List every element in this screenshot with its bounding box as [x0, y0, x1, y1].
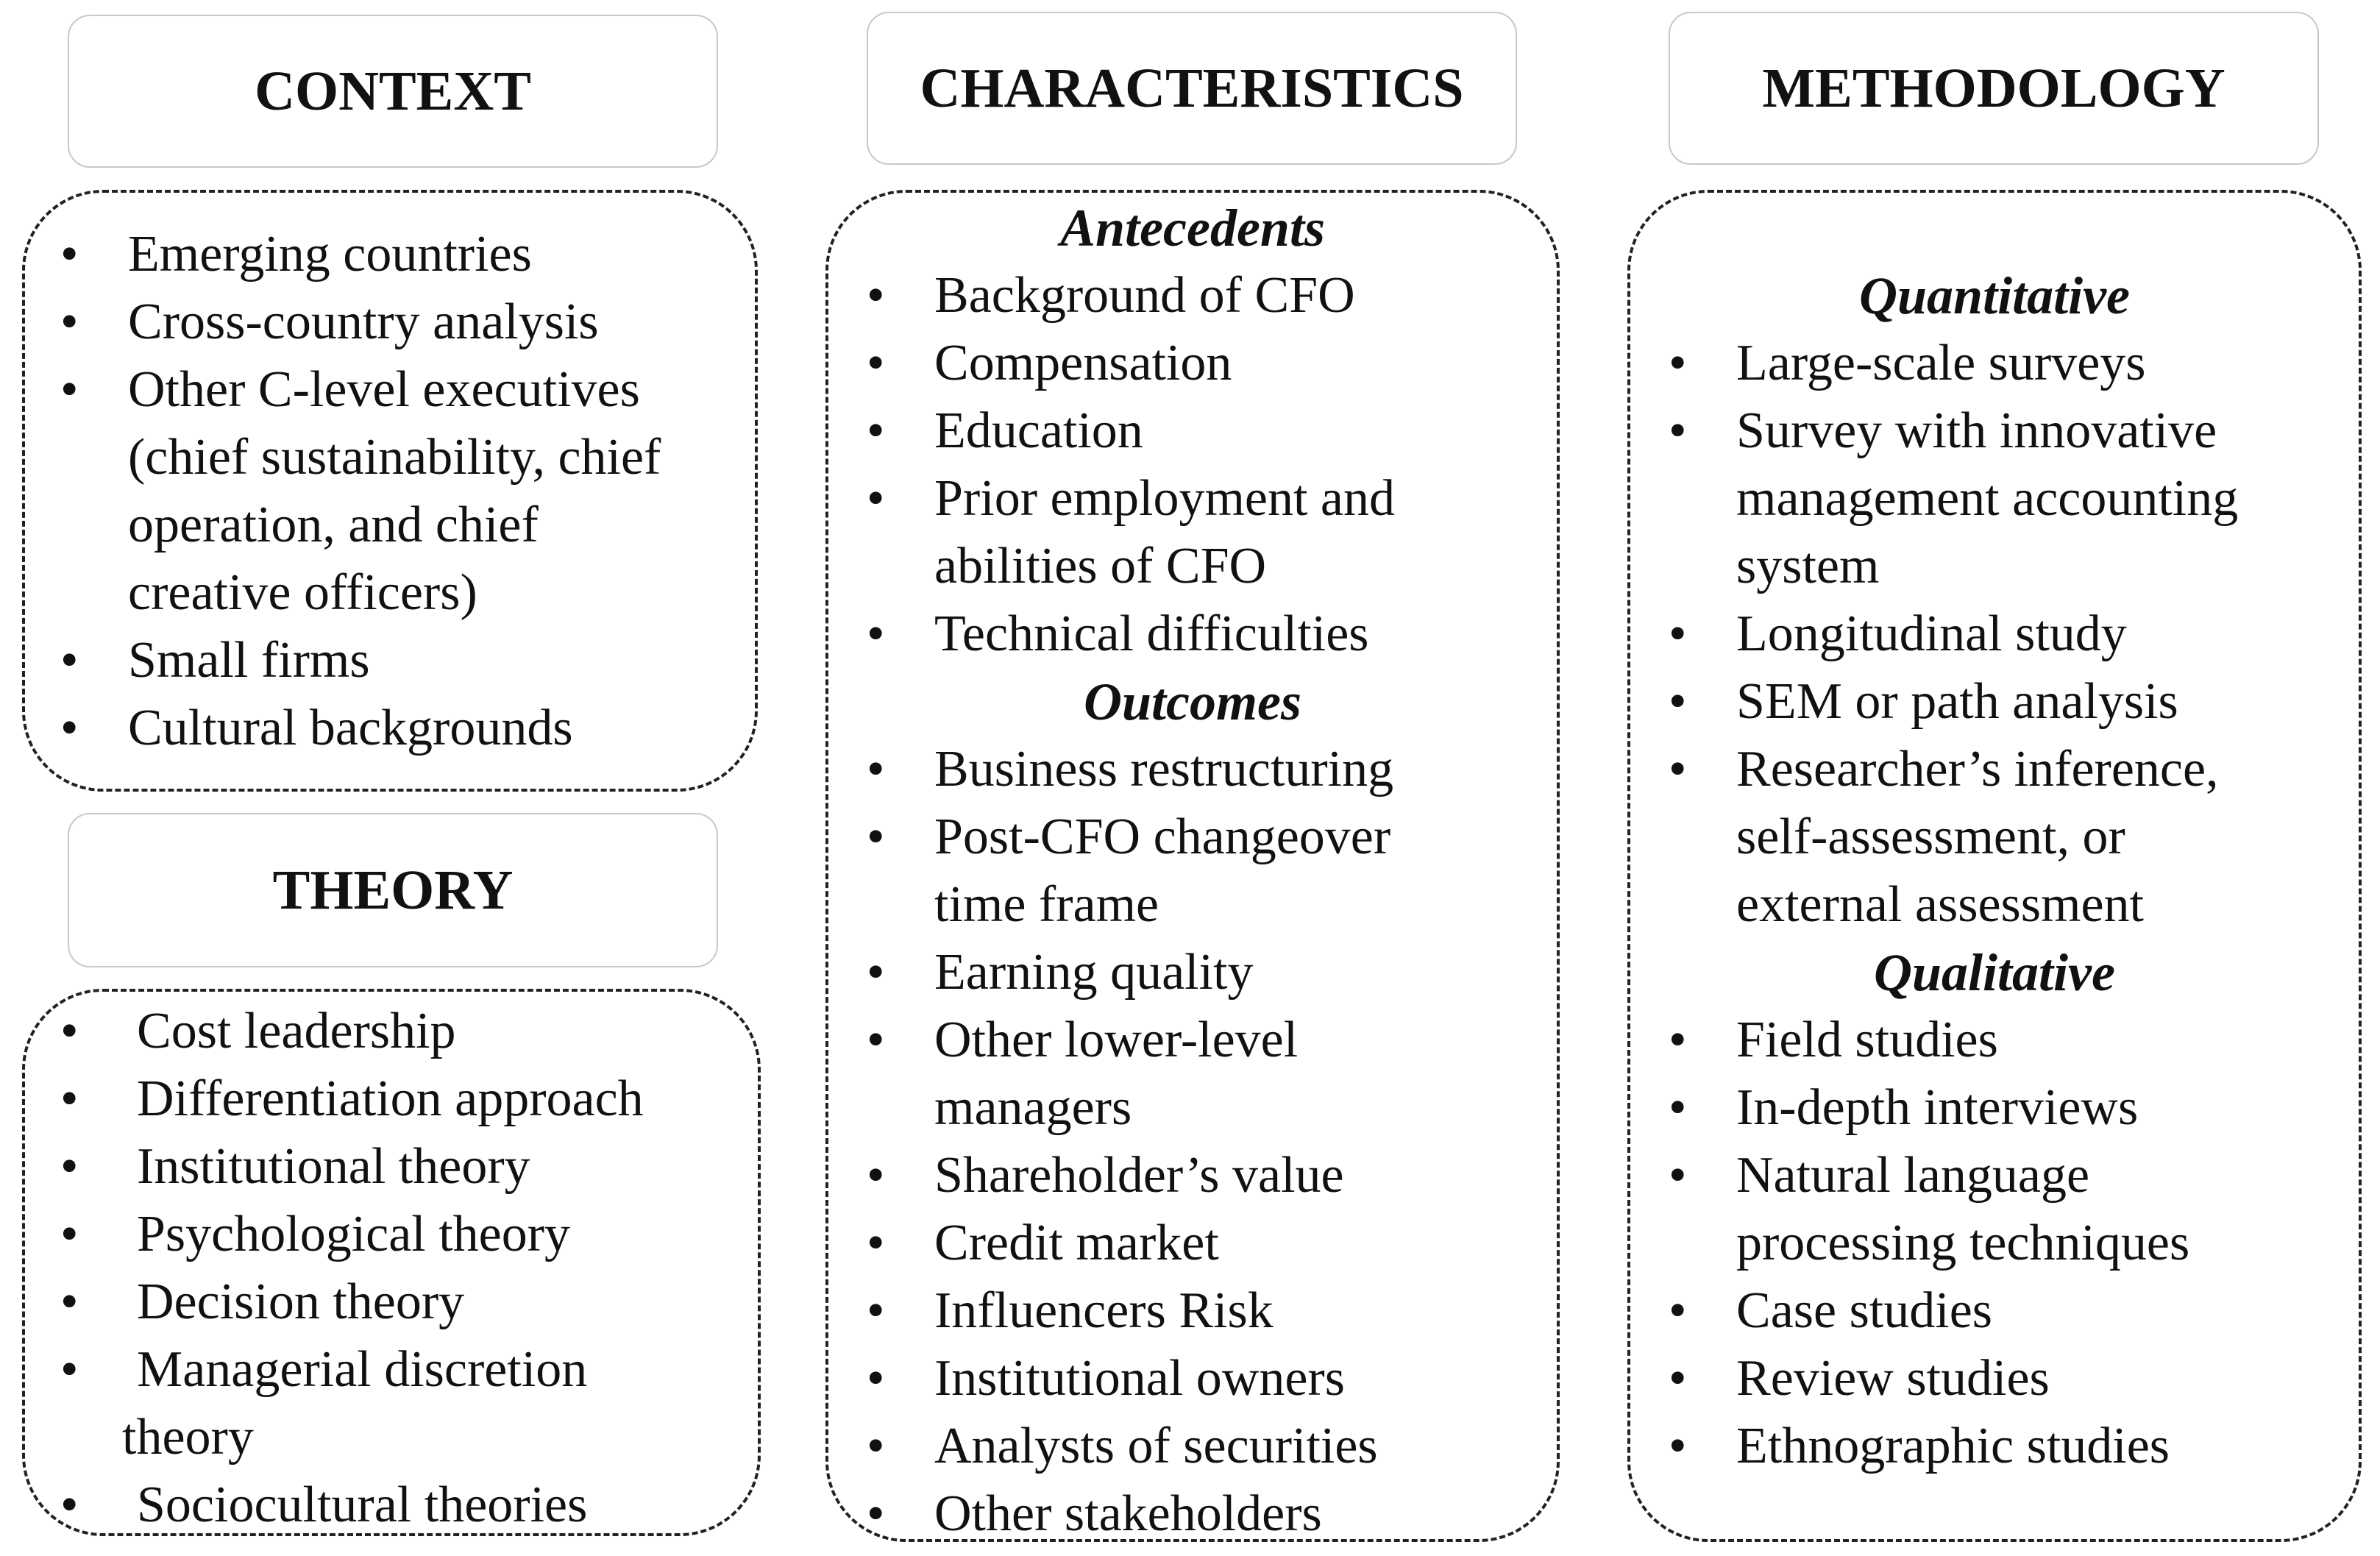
quantitative-item: • SEM or path analysis — [1641, 668, 2354, 736]
quantitative-list — [1641, 330, 2354, 939]
outcome-item: • Analysts of securities — [839, 1413, 1552, 1480]
theory-item: • Institutional theory — [32, 1133, 753, 1201]
outcome-item: • Credit market — [839, 1209, 1552, 1277]
qualitative-item: • Case studies — [1641, 1277, 2354, 1345]
outcome-item-continuation: managers — [934, 1079, 1132, 1136]
outcome-item: • Influencers Risk — [839, 1277, 1552, 1345]
antecedent-item-continuation: abilities of CFO — [934, 538, 1267, 594]
theory-item: • Cost leadership — [32, 998, 753, 1065]
qualitative-item-continuation: processing techniques — [1736, 1215, 2190, 1271]
outcome-item: • Earning quality — [839, 939, 1552, 1006]
context-item: • Cross-country analysis — [32, 288, 753, 356]
qualitative-item: • Ethnographic studies — [1641, 1413, 2354, 1480]
antecedent-item: • Prior employment and — [839, 465, 1552, 533]
quantitative-item: • Researcher’s inference, — [1641, 736, 2354, 803]
theory-header: THEORY — [68, 813, 718, 967]
context-list — [32, 221, 753, 762]
theory-item: • Decision theory — [32, 1268, 753, 1336]
outcome-item: • Other lower-level — [839, 1006, 1552, 1074]
qualitative-item: • In-depth interviews — [1641, 1074, 2354, 1142]
theory-item: • Psychological theory — [32, 1201, 753, 1268]
outcome-item-continuation: time frame — [934, 876, 1159, 933]
context-item: • Small firms — [32, 627, 753, 694]
theory-item: • Sociocultural theories — [32, 1471, 753, 1539]
quantitative-title: Quantitative — [1858, 266, 2130, 325]
theory-item: • Managerial discretion — [32, 1336, 753, 1404]
qualitative-item: • Field studies — [1641, 1006, 2354, 1074]
context-item-continuation: operation, and chief — [128, 497, 539, 553]
qualitative-list — [1641, 1006, 2354, 1480]
quantitative-item-continuation: external assessment — [1736, 876, 2144, 933]
antecedent-item: • Technical difficulties — [839, 600, 1552, 668]
outcomes-list — [839, 736, 1552, 1548]
antecedents-title: Antecedents — [1060, 199, 1325, 257]
outcomes-title: Outcomes — [1084, 672, 1301, 731]
quantitative-item: • Longitudinal study — [1641, 600, 2354, 668]
qualitative-item: • Review studies — [1641, 1345, 2354, 1413]
context-item: • Cultural backgrounds — [32, 694, 753, 762]
quantitative-item-continuation: management accounting — [1736, 470, 2239, 527]
antecedents-list — [839, 262, 1552, 668]
quantitative-item: • Survey with innovative — [1641, 397, 2354, 465]
qualitative-title: Qualitative — [1874, 943, 2115, 1002]
methodology-header: METHODOLOGY — [1669, 12, 2319, 165]
antecedent-item: • Background of CFO — [839, 262, 1552, 330]
quantitative-item: • Large-scale surveys — [1641, 330, 2354, 397]
theory-item-continuation: theory — [122, 1409, 254, 1466]
context-item-continuation: creative officers) — [128, 564, 477, 621]
context-header: CONTEXT — [68, 15, 718, 168]
theory-list — [32, 998, 753, 1539]
context-item: • Emerging countries — [32, 221, 753, 288]
qualitative-item: • Natural language — [1641, 1142, 2354, 1209]
theory-item: • Differentiation approach — [32, 1065, 753, 1133]
context-item: • Other C-level executives — [32, 356, 753, 424]
outcome-item: • Institutional owners — [839, 1345, 1552, 1413]
outcome-item: • Business restructuring — [839, 736, 1552, 803]
outcome-item: • Post-CFO changeover — [839, 803, 1552, 871]
outcome-item: • Shareholder’s value — [839, 1142, 1552, 1209]
antecedent-item: • Education — [839, 397, 1552, 465]
quantitative-item-continuation: self-assessment, or — [1736, 809, 2125, 865]
antecedent-item: • Compensation — [839, 330, 1552, 397]
characteristics-header: CHARACTERISTICS — [867, 12, 1517, 165]
quantitative-item-continuation: system — [1736, 538, 1880, 594]
context-item-continuation: (chief sustainability, chief — [128, 429, 661, 486]
outcome-item: • Other stakeholders — [839, 1480, 1552, 1548]
